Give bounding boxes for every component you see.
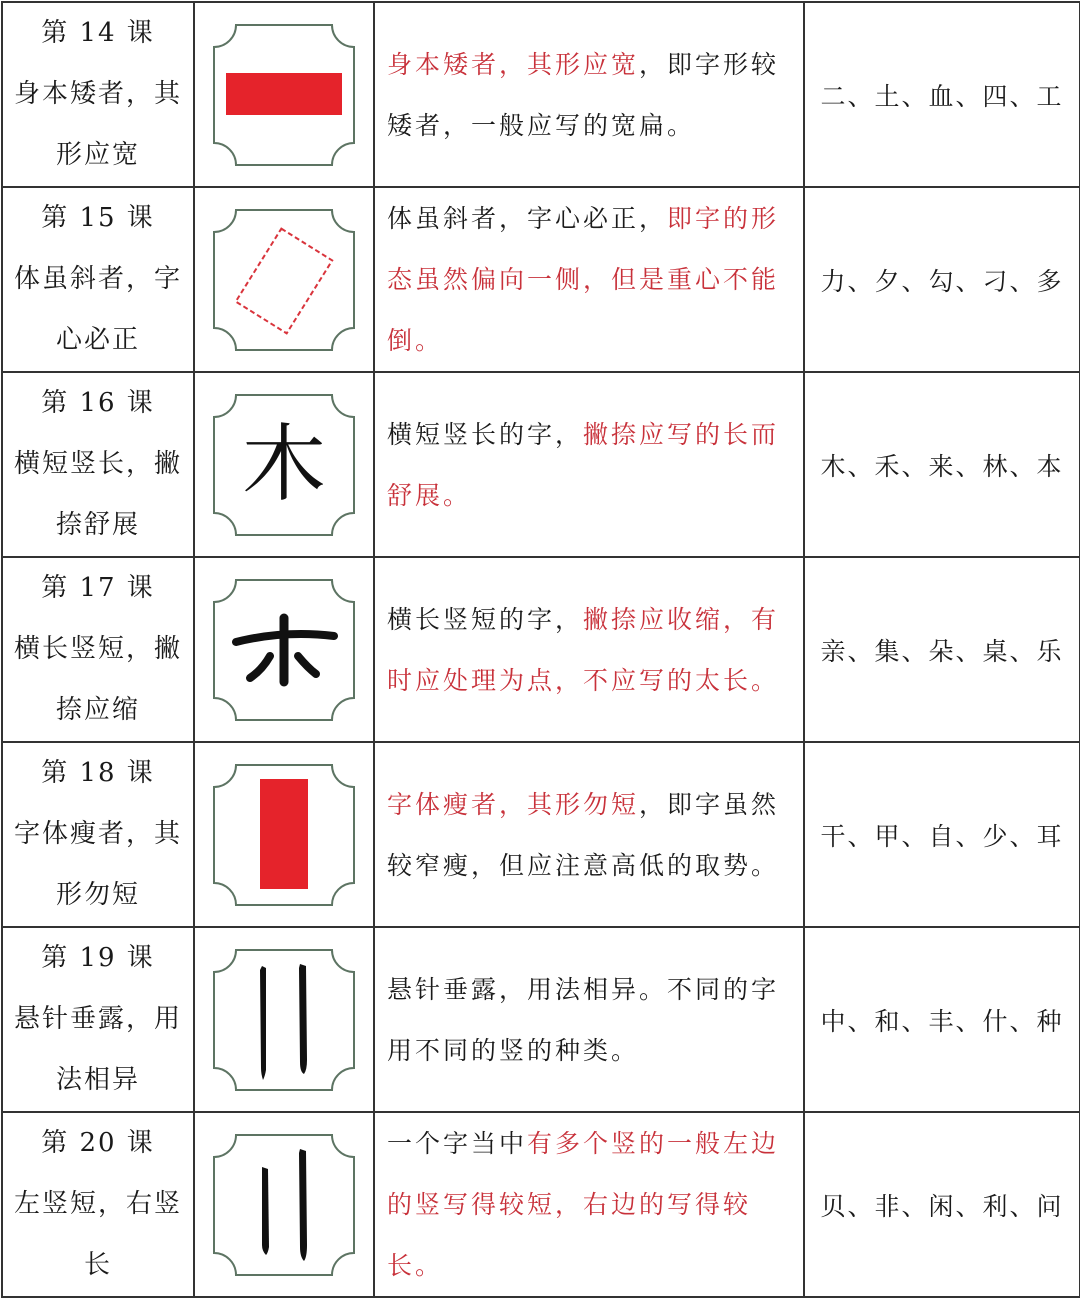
lesson-number: 第 17 课 [41, 573, 155, 603]
examples-cell: 力、夕、勾、刁、多 [804, 187, 1080, 372]
lesson-title-line: 字体瘦者，其 [13, 819, 182, 849]
lesson-number: 第 16 课 [41, 388, 155, 418]
examples-cell: 贝、非、闲、利、问 [804, 1112, 1080, 1297]
examples-cell: 中、和、丰、什、种 [804, 927, 1080, 1112]
lesson-table [1, 1, 1080, 1298]
lesson-title-line: 横短竖长，撇 [13, 449, 182, 479]
lesson-title-line: 心必正 [55, 325, 140, 355]
description-cell [374, 1112, 804, 1297]
description-text: ，即字虽然较窄瘦，但应注意高低的取势。 [387, 789, 780, 880]
description-text: 一个字当中 [387, 1129, 528, 1158]
description-cell [374, 372, 804, 557]
lesson-title-line: 横长竖短，撇 [13, 634, 182, 664]
description-highlight: 字体瘦者，其形勿短 [387, 789, 640, 819]
description-cell [374, 927, 804, 1112]
description-cell [374, 187, 804, 372]
description-highlight: 即字的形态虽然偏向一侧，但是重心不能倒。 [387, 204, 780, 355]
lesson-row [2, 557, 1080, 742]
tilted-dashed-rect-icon [212, 208, 356, 352]
description-text: 体虽斜者，字心必正， [387, 204, 668, 233]
lesson-title-cell [2, 187, 194, 372]
description-highlight: 有多个竖的一般左边的竖写得较短，右边的写得较长。 [387, 1129, 780, 1280]
lesson-row [2, 2, 1080, 187]
wide-red-rect-icon [212, 23, 356, 167]
description-highlight: 撇捺应收缩，有时应处理为点，不应写的太长。 [387, 604, 780, 695]
lesson-title-line: 捺应缩 [55, 695, 140, 725]
lesson-title-line: 捺舒展 [55, 510, 140, 540]
lesson-title-line: 长 [83, 1250, 112, 1280]
lesson-number: 第 20 课 [41, 1128, 155, 1158]
lesson-row [2, 187, 1080, 372]
horizontal-strokes-icon [212, 578, 356, 722]
short-long-vertical-strokes-icon [212, 1133, 356, 1277]
description-text: 横长竖短的字， [387, 604, 584, 634]
lesson-title-line: 悬针垂露，用 [13, 1004, 182, 1034]
illustration-cell [194, 557, 374, 742]
two-vertical-strokes-icon [212, 948, 356, 1092]
lesson-title-line: 形勿短 [55, 880, 140, 910]
description-cell [374, 742, 804, 927]
lesson-row [2, 1112, 1080, 1297]
illustration-cell [194, 187, 374, 372]
lesson-title-line: 身本矮者，其 [13, 79, 182, 109]
description-highlight: 撇捺应写的长而舒展。 [387, 419, 780, 510]
examples-cell: 二、土、血、四、工 [804, 2, 1080, 187]
lesson-title-line: 法相异 [55, 1065, 140, 1095]
lesson-number: 第 19 课 [41, 943, 155, 973]
lesson-number: 第 14 课 [41, 18, 155, 48]
lesson-title-line: 左竖短，右竖 [13, 1189, 182, 1219]
lesson-row [2, 927, 1080, 1112]
lesson-title-line: 体虽斜者，字 [13, 264, 182, 294]
description-text: 横短竖长的字， [387, 419, 584, 449]
lesson-title-cell [2, 927, 194, 1112]
lesson-title-cell [2, 372, 194, 557]
description-highlight: 身本矮者，其形应宽 [387, 49, 640, 79]
lesson-title-cell [2, 2, 194, 187]
examples-cell: 亲、集、朵、桌、乐 [804, 557, 1080, 742]
illustration-cell [194, 742, 374, 927]
tall-red-rect-icon [212, 763, 356, 907]
illustration-cell [194, 372, 374, 557]
examples-cell: 干、甲、自、少、耳 [804, 742, 1080, 927]
lesson-row [2, 372, 1080, 557]
description-cell [374, 557, 804, 742]
lesson-number: 第 15 课 [41, 203, 155, 233]
glyph-text: 木 [241, 414, 327, 513]
char-mu-icon [212, 393, 356, 537]
lesson-title-cell [2, 557, 194, 742]
illustration-cell [194, 927, 374, 1112]
lesson-number: 第 18 课 [41, 758, 155, 788]
illustration-cell [194, 2, 374, 187]
lesson-title-line: 形应宽 [55, 140, 140, 170]
description-text: ，即字形较矮者，一般应写的宽扁。 [387, 49, 780, 140]
examples-cell: 木、禾、来、林、本 [804, 372, 1080, 557]
lesson-title-cell [2, 1112, 194, 1297]
lesson-row [2, 742, 1080, 927]
illustration-cell [194, 1112, 374, 1297]
lesson-title-cell [2, 742, 194, 927]
description-cell [374, 2, 804, 187]
description-text: 悬针垂露，用法相异。不同的字用不同的竖的种类。 [387, 974, 780, 1065]
